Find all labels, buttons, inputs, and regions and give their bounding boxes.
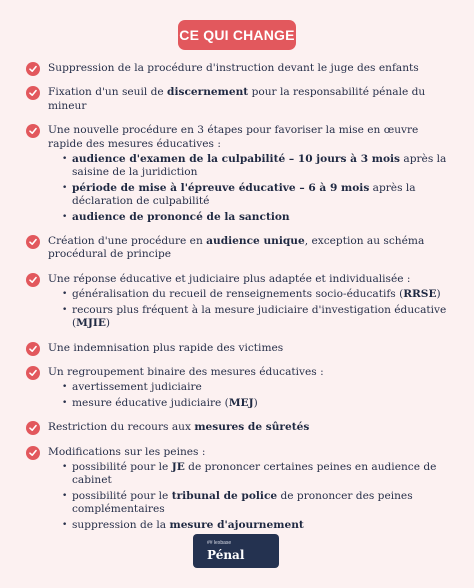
sub-item	[48, 153, 450, 180]
sub-bold: MJIE	[76, 317, 106, 330]
sub-item	[48, 211, 450, 224]
check-circle-icon	[26, 235, 40, 249]
check-circle-icon	[26, 86, 40, 100]
list-item	[26, 86, 450, 113]
check-circle-icon	[26, 124, 40, 138]
sub-text: avertissement judiciaire	[72, 381, 202, 394]
item-text: Une nouvelle procédure en 3 étapes pour favoriser la mise en œuvre rapide des mesures éducatives :	[48, 124, 419, 150]
sub-bold: MEJ	[228, 396, 254, 409]
sub-item	[48, 381, 450, 394]
check-circle-icon	[26, 342, 40, 356]
bullet-icon: •	[62, 211, 68, 222]
check-circle-icon	[26, 62, 40, 76]
item-bold: audience unique	[206, 235, 305, 248]
header-badge	[178, 20, 296, 50]
list-item	[26, 273, 450, 331]
item-text: Fixation d'un seuil de	[48, 86, 168, 99]
sub-item	[48, 304, 450, 331]
bullet-icon: •	[62, 382, 68, 393]
bullet-icon: •	[62, 182, 68, 193]
bullet-icon: •	[62, 490, 68, 501]
sub-text: )	[253, 396, 258, 409]
check-circle-icon	[26, 366, 40, 380]
sub-item	[48, 182, 450, 209]
item-bold: mesures de sûretés	[194, 421, 310, 434]
sub-list	[48, 461, 450, 532]
check-circle-icon	[26, 446, 40, 460]
sub-list	[48, 381, 450, 410]
sub-text: de prononcer certaines peines en audience de cabinet	[72, 460, 437, 487]
list-item	[26, 421, 450, 434]
item-text: , exception au schéma procédural de principe	[48, 235, 425, 261]
list-item	[26, 342, 450, 355]
sub-bold: JE	[171, 460, 185, 473]
sub-item	[48, 490, 450, 517]
sub-bold: période de mise à l'épreuve éducative – 6 à 9 mois	[72, 181, 370, 194]
sub-text: recours plus fréquent à la mesure judiciaire d'investigation éducative (	[72, 303, 447, 330]
sub-text: généralisation du recueil de renseignements socio-éducatifs (	[72, 288, 404, 301]
sub-bold: RRSE	[403, 288, 437, 301]
bullet-icon: •	[62, 397, 68, 408]
sub-list	[48, 153, 450, 224]
logo-brand: ## lexbase	[207, 540, 232, 546]
sub-item	[48, 288, 450, 301]
sub-text: )	[105, 317, 111, 330]
sub-text: possibilité pour le	[72, 460, 172, 473]
item-bold: discernement	[167, 86, 249, 99]
bullet-icon: •	[62, 289, 68, 300]
sub-text: de prononcer des peines complémentaires	[72, 489, 413, 516]
sub-text: possibilité pour le	[72, 489, 172, 502]
item-text: Création d'une procédure en	[48, 235, 207, 248]
sub-bold: audience d'examen de la culpabilité – 10 jours à 3 mois	[72, 153, 401, 166]
item-text: Modifications sur les peines :	[48, 445, 206, 458]
sub-bold: tribunal de police	[171, 489, 278, 502]
sub-bold: mesure d'ajournement	[169, 518, 304, 531]
sub-text: après la saisine de la juridiction	[72, 153, 447, 179]
list-item	[26, 124, 450, 224]
list-item	[26, 62, 450, 75]
item-text: Suppression de la procédure d'instruction devant le juge des enfants	[48, 62, 419, 74]
item-text: Un regroupement binaire des mesures éducatives :	[48, 365, 324, 378]
bullet-icon: •	[62, 154, 68, 165]
sub-list	[48, 288, 450, 330]
sub-text: après la déclaration de culpabilité	[72, 181, 416, 208]
item-text: Une indemnisation plus rapide des victimes	[48, 341, 284, 354]
item-text: Une réponse éducative et judiciaire plus adaptée et individualisée :	[48, 272, 411, 285]
list-item	[26, 446, 450, 532]
list-item	[26, 235, 450, 262]
check-circle-icon	[26, 421, 40, 435]
bullet-icon: •	[62, 304, 68, 315]
lexbase-logo	[193, 534, 279, 568]
logo-title: Pénal	[207, 548, 245, 562]
item-text: pour la responsabilité pénale du mineur	[48, 86, 426, 112]
bullet-icon: •	[62, 461, 68, 472]
sub-text: )	[436, 288, 441, 301]
sub-item	[48, 397, 450, 410]
bullet-icon: •	[62, 519, 68, 530]
sub-item	[48, 519, 450, 532]
list-item	[26, 366, 450, 410]
header-title: CE QUI CHANGE	[179, 27, 295, 43]
sub-item	[48, 461, 450, 488]
sub-text: suppression de la	[72, 518, 170, 531]
sub-bold: audience de prononcé de la sanction	[72, 210, 290, 223]
item-text: Restriction du recours aux	[48, 421, 195, 434]
changes-list	[26, 62, 450, 543]
check-circle-icon	[26, 273, 40, 287]
sub-text: mesure éducative judiciaire (	[72, 396, 229, 409]
